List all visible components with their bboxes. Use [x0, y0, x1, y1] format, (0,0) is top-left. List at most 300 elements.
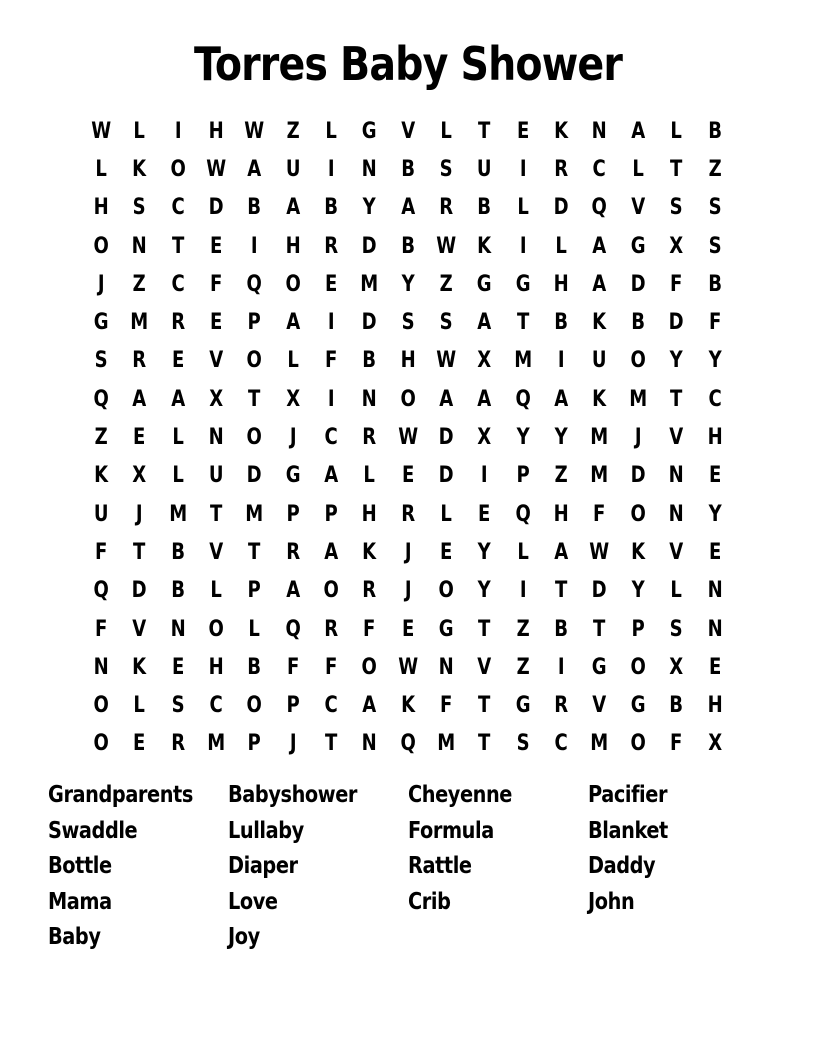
grid-letter: F — [325, 348, 338, 374]
grid-letter: T — [325, 731, 338, 757]
grid-letter: A — [592, 271, 607, 297]
grid-letter: Y — [516, 425, 530, 451]
grid-letter: B — [707, 118, 722, 144]
grid-letter: D — [247, 463, 263, 489]
word-list-item: Babyshower — [228, 782, 358, 808]
grid-letter: F — [593, 501, 606, 527]
grid-letter: C — [171, 271, 185, 297]
grid-letter: Z — [132, 271, 147, 297]
grid-letter: A — [439, 386, 454, 412]
grid-letter: J — [289, 731, 297, 757]
grid-letter: L — [248, 616, 261, 642]
grid-letter: O — [630, 731, 646, 757]
grid-letter: Q — [93, 578, 109, 604]
grid-letter: W — [397, 654, 418, 680]
grid-letter: E — [708, 463, 721, 489]
grid-letter: V — [669, 539, 684, 565]
grid-letter: Y — [708, 501, 722, 527]
grid-letter: U — [592, 348, 607, 374]
grid-letter: T — [248, 539, 261, 565]
grid-letter: L — [210, 578, 222, 604]
grid-letter: L — [670, 118, 683, 144]
grid-letter: M — [437, 731, 456, 757]
grid-letter: E — [325, 271, 338, 297]
grid-letter: H — [707, 425, 723, 451]
grid-letter: T — [478, 693, 491, 719]
grid-letter: T — [670, 386, 683, 412]
grid-letter: E — [401, 616, 415, 642]
grid-letter: P — [247, 578, 262, 604]
word-list-item: Joy — [228, 924, 260, 950]
word-list — [48, 778, 768, 956]
grid-letter: S — [439, 156, 453, 182]
grid-letter: E — [478, 501, 491, 527]
grid-letter: C — [554, 731, 568, 757]
grid-letter: P — [286, 501, 300, 527]
grid-letter: U — [285, 156, 301, 182]
grid-letter: M — [590, 731, 609, 757]
grid-letter: L — [287, 348, 299, 374]
grid-letter: G — [362, 118, 377, 144]
grid-letter: X — [285, 386, 300, 412]
grid-letter: Z — [708, 156, 722, 182]
grid-letter: R — [170, 731, 185, 757]
grid-letter: V — [400, 118, 415, 144]
grid-letter: N — [707, 616, 723, 642]
grid-letter: I — [327, 310, 335, 336]
grid-letter: F — [95, 616, 108, 642]
grid-letter: Z — [554, 463, 568, 489]
grid-letter: B — [324, 195, 339, 221]
grid-letter: M — [130, 310, 149, 336]
grid-letter: I — [481, 463, 488, 489]
grid-letter: V — [631, 195, 645, 221]
grid-letter: A — [477, 386, 492, 412]
grid-letter: I — [327, 386, 335, 412]
grid-letter: A — [247, 156, 262, 182]
grid-letter: S — [708, 233, 722, 259]
grid-letter: H — [93, 195, 109, 221]
grid-letter: B — [247, 195, 262, 221]
grid-letter: N — [362, 731, 378, 757]
grid-letter: Q — [285, 616, 301, 642]
grid-letter: F — [363, 616, 376, 642]
grid-letter: M — [590, 425, 609, 451]
grid-letter: N — [707, 578, 723, 604]
grid-letter: T — [555, 578, 568, 604]
grid-letter: B — [554, 310, 569, 336]
grid-letter: S — [439, 310, 453, 336]
grid-letter: Q — [246, 271, 263, 297]
grid-letter: D — [438, 463, 454, 489]
grid-letter: A — [132, 386, 147, 412]
word-list-item: Bottle — [48, 853, 112, 879]
grid-letter: F — [95, 539, 108, 565]
grid-letter: L — [517, 539, 529, 565]
grid-letter: L — [172, 463, 184, 489]
grid-letter: K — [132, 654, 147, 680]
grid-letter: D — [362, 310, 378, 336]
grid-letter: G — [477, 271, 493, 297]
grid-letter: S — [94, 348, 108, 374]
grid-letter: K — [477, 233, 492, 259]
grid-letter: R — [324, 616, 339, 642]
grid-letter: D — [630, 463, 646, 489]
grid-letter: M — [360, 271, 379, 297]
grid-letter: L — [133, 693, 146, 719]
grid-letter: S — [171, 693, 185, 719]
grid-letter: H — [553, 271, 569, 297]
grid-letter: C — [209, 693, 223, 719]
grid-letter: D — [592, 578, 608, 604]
word-list-item — [588, 920, 739, 956]
grid-letter: M — [590, 463, 609, 489]
grid-letter: I — [519, 578, 527, 604]
grid-letter: N — [362, 386, 378, 412]
grid-letter: Y — [631, 578, 645, 604]
grid-letter: J — [136, 501, 143, 527]
grid-letter: P — [631, 616, 645, 642]
grid-letter: N — [208, 425, 224, 451]
grid-letter: S — [708, 195, 722, 221]
grid-letter: E — [171, 348, 185, 374]
grid-letter: L — [632, 156, 644, 182]
grid-letter: D — [362, 233, 378, 259]
grid-letter: R — [285, 539, 300, 565]
grid-letter: B — [554, 616, 569, 642]
page-title: Torres Baby Shower — [193, 37, 623, 91]
grid-letter: V — [592, 693, 607, 719]
grid-letter: D — [208, 195, 224, 221]
grid-letter: R — [554, 693, 569, 719]
grid-letter: O — [285, 271, 301, 297]
grid-letter: E — [210, 310, 223, 336]
grid-letter: A — [554, 386, 569, 412]
grid-letter: L — [440, 501, 453, 527]
word-list-item: Daddy — [588, 853, 656, 879]
grid-letter: L — [517, 195, 529, 221]
grid-letter: G — [515, 693, 531, 719]
grid-letter: C — [324, 693, 338, 719]
grid-letter: F — [708, 310, 721, 336]
grid-letter: I — [251, 233, 258, 259]
grid-letter: X — [669, 654, 684, 680]
grid-letter: H — [362, 501, 378, 527]
grid-letter: S — [669, 616, 683, 642]
grid-letter: H — [553, 501, 569, 527]
grid-letter: L — [133, 118, 146, 144]
word-list-item: Formula — [408, 817, 494, 844]
grid-letter: E — [708, 539, 721, 565]
grid-letter: F — [286, 654, 300, 680]
grid-letter: A — [554, 539, 569, 565]
grid-letter: B — [247, 654, 262, 680]
grid-letter: C — [171, 195, 185, 221]
grid-letter: Z — [94, 425, 108, 451]
grid-letter: K — [362, 539, 377, 565]
grid-letter: J — [634, 425, 642, 451]
grid-letter: K — [94, 463, 109, 489]
grid-letter: Z — [516, 616, 530, 642]
word-list-item: Mama — [48, 888, 112, 915]
grid-letter: F — [440, 693, 453, 719]
grid-letter: T — [670, 156, 683, 182]
grid-letter: K — [592, 310, 607, 336]
grid-letter: A — [400, 195, 415, 221]
grid-letter: B — [707, 271, 722, 297]
grid-letter: K — [554, 118, 569, 144]
grid-letter: V — [209, 539, 224, 565]
grid-letter: G — [630, 233, 646, 259]
word-list-item — [408, 920, 559, 956]
grid-letter: S — [401, 310, 415, 336]
grid-letter: R — [362, 578, 377, 604]
grid-letter: E — [440, 539, 453, 565]
grid-letter: P — [247, 731, 262, 757]
grid-letter: G — [93, 310, 109, 336]
word-list-item: Cheyenne — [408, 782, 512, 808]
grid-letter: R — [132, 348, 147, 374]
grid-letter: I — [557, 348, 565, 374]
grid-letter: O — [93, 233, 109, 259]
word-list-item: John — [588, 888, 635, 915]
grid-letter: Y — [708, 348, 722, 374]
grid-letter: B — [170, 578, 185, 604]
grid-letter: Y — [363, 195, 377, 221]
grid-letter: M — [168, 501, 187, 527]
grid-letter: T — [593, 616, 606, 642]
grid-letter: X — [132, 463, 147, 489]
grid-letter: Z — [516, 654, 530, 680]
grid-letter: F — [325, 654, 338, 680]
grid-letter: O — [170, 156, 186, 182]
grid-letter: I — [519, 233, 527, 259]
grid-letter: L — [95, 156, 107, 182]
grid-letter: A — [285, 310, 300, 336]
grid-letter: J — [404, 539, 412, 565]
grid-letter: V — [132, 616, 147, 642]
grid-letter: X — [669, 233, 684, 259]
grid-letter: V — [209, 348, 224, 374]
grid-letter: A — [631, 118, 645, 144]
grid-letter: A — [285, 578, 300, 604]
grid-letter: M — [513, 348, 532, 374]
grid-letter: C — [593, 156, 607, 182]
grid-letter: W — [436, 348, 457, 374]
word-list-item: Baby — [48, 924, 101, 950]
grid-letter: B — [170, 539, 185, 565]
grid-letter: Y — [401, 271, 415, 297]
grid-letter: A — [592, 233, 607, 259]
grid-letter: H — [400, 348, 416, 374]
grid-letter: A — [324, 463, 339, 489]
grid-letter: E — [401, 463, 415, 489]
grid-letter: D — [553, 195, 569, 221]
grid-letter: L — [440, 118, 453, 144]
grid-letter: H — [208, 654, 224, 680]
grid-letter: U — [208, 463, 224, 489]
grid-letter: E — [133, 425, 146, 451]
grid-letter: V — [669, 425, 684, 451]
grid-letter: U — [93, 501, 109, 527]
grid-letter: F — [670, 731, 683, 757]
grid-letter: N — [362, 156, 378, 182]
grid-letter: C — [324, 425, 338, 451]
grid-letter: T — [478, 616, 491, 642]
grid-letter: R — [362, 425, 377, 451]
grid-letter: T — [133, 539, 146, 565]
grid-letter: R — [400, 501, 415, 527]
grid-letter: A — [285, 195, 300, 221]
grid-letter: W — [91, 118, 112, 144]
grid-letter: N — [668, 463, 684, 489]
grid-letter: O — [208, 616, 224, 642]
grid-letter: O — [438, 578, 454, 604]
grid-letter: K — [132, 156, 147, 182]
grid-letter: H — [208, 118, 224, 144]
grid-letter: L — [670, 578, 683, 604]
grid-letter: V — [477, 654, 492, 680]
grid-letter: G — [592, 654, 608, 680]
grid-letter: E — [708, 654, 721, 680]
grid-letter: N — [170, 616, 186, 642]
grid-letter: Y — [669, 348, 683, 374]
grid-letter: J — [97, 271, 105, 297]
grid-letter: O — [323, 578, 339, 604]
grid-letter: M — [629, 386, 647, 412]
grid-letter: H — [707, 693, 723, 719]
grid-letter: X — [209, 386, 224, 412]
grid-letter: H — [285, 233, 301, 259]
letter-grid — [82, 112, 734, 763]
grid-letter: A — [324, 539, 339, 565]
grid-letter: K — [400, 693, 415, 719]
grid-letter: N — [592, 118, 608, 144]
grid-letter: K — [630, 539, 645, 565]
word-list-item: Lullaby — [228, 817, 304, 844]
grid-letter: J — [289, 425, 297, 451]
grid-letter: P — [286, 693, 300, 719]
grid-letter: K — [592, 386, 607, 412]
grid-letter: Q — [591, 195, 608, 221]
grid-letter: P — [324, 501, 338, 527]
grid-letter: N — [438, 654, 454, 680]
grid-letter: O — [361, 654, 378, 680]
grid-letter: E — [171, 654, 185, 680]
grid-letter: O — [400, 386, 416, 412]
grid-letter: S — [133, 195, 147, 221]
grid-letter: O — [630, 654, 646, 680]
grid-letter: U — [477, 156, 492, 182]
grid-letter: X — [477, 425, 492, 451]
grid-letter: W — [206, 156, 227, 182]
word-list-item: Swaddle — [48, 817, 138, 844]
grid-letter: D — [132, 578, 147, 604]
grid-letter: O — [630, 501, 646, 527]
grid-letter: R — [324, 233, 339, 259]
grid-letter: M — [207, 731, 226, 757]
grid-letter: O — [246, 348, 263, 374]
grid-letter: N — [668, 501, 684, 527]
grid-letter: E — [133, 731, 146, 757]
grid-letter: I — [327, 156, 335, 182]
grid-letter: T — [171, 233, 185, 259]
grid-letter: B — [401, 156, 415, 182]
grid-letter: W — [436, 233, 457, 259]
grid-letter: L — [325, 118, 337, 144]
grid-letter: T — [248, 386, 261, 412]
grid-letter: I — [519, 156, 527, 182]
word-list-item: Crib — [408, 888, 451, 915]
grid-letter: A — [477, 310, 492, 336]
grid-letter: P — [516, 463, 530, 489]
word-list-item: Rattle — [408, 853, 472, 879]
grid-letter: Q — [93, 386, 109, 412]
grid-letter: Q — [400, 731, 416, 757]
grid-letter: N — [131, 233, 148, 259]
grid-letter: E — [210, 233, 223, 259]
grid-letter: G — [438, 616, 454, 642]
grid-letter: C — [708, 386, 722, 412]
grid-letter: Z — [286, 118, 300, 144]
grid-letter: O — [93, 693, 109, 719]
grid-letter: O — [246, 693, 263, 719]
word-list-item: Pacifier — [588, 782, 668, 808]
grid-letter: R — [554, 156, 569, 182]
grid-letter: J — [404, 578, 412, 604]
grid-letter: O — [630, 348, 646, 374]
grid-letter: A — [362, 693, 377, 719]
word-list-item: Diaper — [228, 853, 298, 879]
grid-letter: I — [557, 654, 565, 680]
grid-letter: Y — [554, 425, 568, 451]
grid-letter: G — [515, 271, 531, 297]
grid-letter: D — [630, 271, 646, 297]
grid-letter: F — [670, 271, 683, 297]
grid-letter: D — [438, 425, 454, 451]
grid-letter: Y — [478, 539, 492, 565]
grid-letter: R — [439, 195, 454, 221]
grid-letter: E — [516, 118, 530, 144]
grid-letter: T — [478, 731, 491, 757]
grid-letter: S — [516, 731, 530, 757]
grid-letter: Z — [439, 271, 453, 297]
grid-letter: Q — [515, 501, 531, 527]
grid-letter: S — [669, 195, 683, 221]
grid-letter: B — [669, 693, 684, 719]
grid-letter: B — [401, 233, 415, 259]
grid-letter: D — [668, 310, 684, 336]
grid-letter: L — [172, 425, 184, 451]
grid-letter: I — [174, 118, 182, 144]
word-list-item: Blanket — [588, 817, 668, 844]
grid-letter: T — [210, 501, 223, 527]
grid-letter: B — [362, 348, 377, 374]
grid-letter: G — [285, 463, 301, 489]
grid-letter: W — [244, 118, 265, 144]
grid-letter: N — [93, 654, 109, 680]
grid-letter: O — [93, 731, 109, 757]
grid-letter: Y — [478, 578, 492, 604]
grid-letter: R — [170, 310, 185, 336]
grid-letter: G — [630, 693, 646, 719]
grid-letter: T — [516, 310, 530, 336]
grid-letter: L — [555, 233, 568, 259]
grid-letter: F — [210, 271, 223, 297]
grid-letter: B — [477, 195, 492, 221]
grid-letter: X — [707, 731, 722, 757]
grid-letter: A — [170, 386, 185, 412]
